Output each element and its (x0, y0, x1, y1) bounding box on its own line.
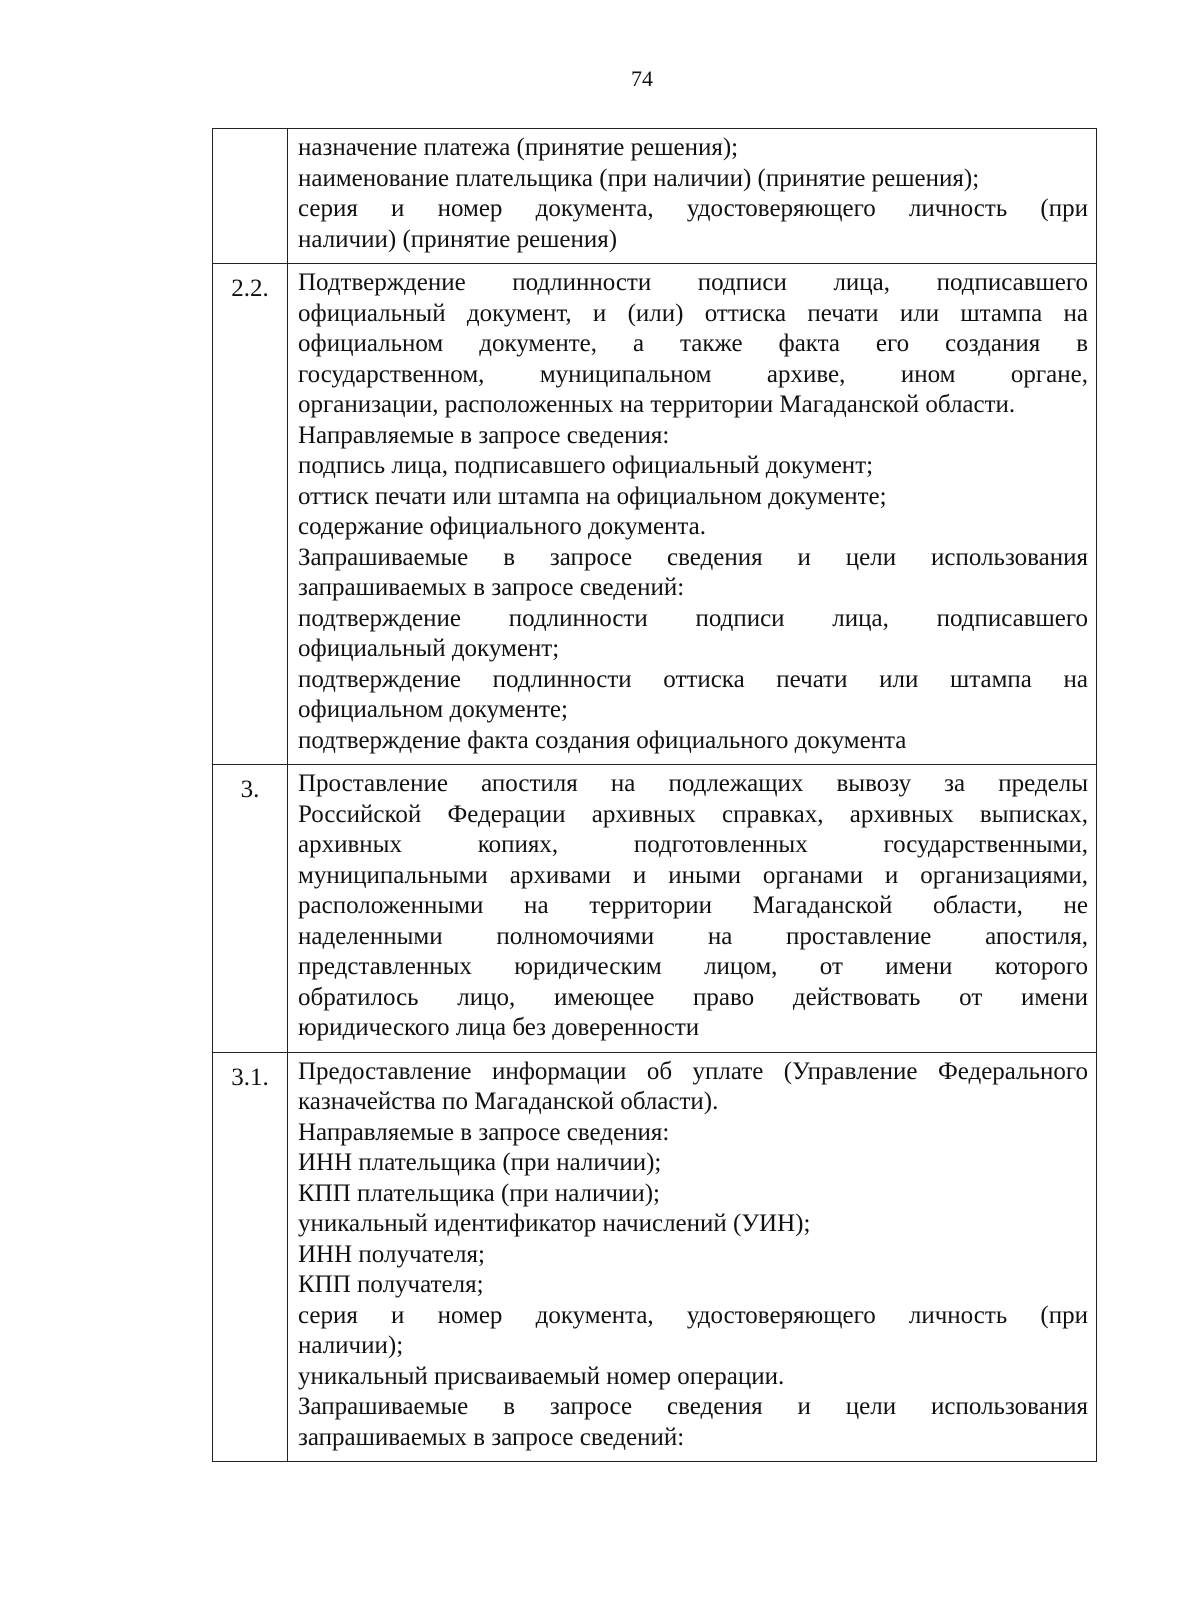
text-line: государственном, муниципальном архиве, ином органе, (298, 360, 1088, 388)
text-line: подпись лица, подписавшего официальный документ; (298, 452, 874, 479)
row-text (288, 765, 1097, 1053)
row-number: 3. (213, 765, 288, 1053)
text-line: Запрашиваемые в запросе сведения и цели использования (298, 543, 1088, 571)
text-line: представленных юридическим лицом, от имени которого (298, 953, 1088, 980)
text-line: назначение платежа (принятие решения); (298, 134, 739, 161)
text-line: обратилось лицо, имеющее право действовать от имени (298, 983, 1088, 1011)
text-line: серия и номер документа, удостоверяющего личность (при (298, 195, 1088, 222)
table-row (213, 765, 1097, 1053)
text-line: наличии) (принятие решения) (298, 225, 618, 253)
text-line: Проставление апостиля на подлежащих вывозу за пределы (298, 770, 1088, 797)
text-line: КПП плательщика (при наличии); (298, 1179, 660, 1207)
table-row (213, 264, 1097, 765)
text-line: наделенными полномочиями на проставление апостиля, (298, 922, 1088, 950)
text-line: Подтверждение подлинности подписи лица, подписавшего (298, 269, 1088, 296)
table-row (213, 1052, 1097, 1462)
text-line: официальный документ; (298, 635, 560, 662)
text-line: официальный документ, и (или) оттиска печати или штампа на (298, 299, 1088, 327)
text-line: КПП получателя; (298, 1271, 484, 1298)
text-line: Направляемые в запросе сведения: (298, 421, 670, 449)
text-line: Предоставление информации об уплате (Управление Федерального (298, 1057, 1088, 1085)
text-line: содержание официального документа. (298, 513, 707, 540)
text-line: запрашиваемых в запросе сведений: (298, 574, 685, 601)
text-line: архивных копиях, подготовленных государственными, (298, 831, 1088, 858)
text-line: официальном документе; (298, 696, 568, 723)
text-line: подтверждение подлинности подписи лица, подписавшего (298, 604, 1088, 632)
row-number (213, 129, 288, 264)
text-line: муниципальными архивами и иными органами и организациями, (298, 861, 1088, 889)
row-number: 2.2. (213, 264, 288, 765)
text-line: запрашиваемых в запросе сведений: (298, 1423, 685, 1451)
text-line: подтверждение подлинности оттиска печати или штампа на (298, 665, 1088, 693)
text-line: Российской Федерации архивных справках, архивных выписках, (298, 800, 1088, 828)
text-line: официальном документе, а также факта его создания в (298, 330, 1088, 357)
row-number: 3.1. (213, 1052, 288, 1462)
text-line: наличии); (298, 1332, 404, 1359)
text-line: казначейства по Магаданской области). (298, 1088, 719, 1115)
requirements-table (212, 128, 1097, 1462)
text-line: серия и номер документа, удостоверяющего личность (при (298, 1301, 1088, 1329)
text-line: уникальный идентификатор начислений (УИН); (298, 1210, 811, 1237)
table-row (213, 129, 1097, 264)
page-number: 74 (631, 66, 653, 91)
text-line: юридического лица без доверенности (298, 1014, 700, 1041)
text-line: уникальный присваиваемый номер операции. (298, 1362, 785, 1390)
row-text (288, 129, 1097, 264)
text-line: подтверждение факта создания официального документа (298, 726, 907, 754)
text-line: Запрашиваемые в запросе сведения и цели использования (298, 1393, 1088, 1420)
text-line: ИНН плательщика (при наличии); (298, 1149, 662, 1176)
row-text (288, 1052, 1097, 1462)
text-line: Направляемые в запросе сведения: (298, 1118, 670, 1146)
text-line: организации, расположенных на территории Магаданской области. (298, 391, 1016, 418)
text-line: оттиск печати или штампа на официальном документе; (298, 482, 887, 510)
row-text (288, 264, 1097, 765)
text-line: расположенными на территории Магаданской области, не (298, 892, 1088, 919)
text-line: ИНН получателя; (298, 1240, 485, 1268)
text-line: наименование плательщика (при наличии) (принятие решения); (298, 164, 980, 192)
